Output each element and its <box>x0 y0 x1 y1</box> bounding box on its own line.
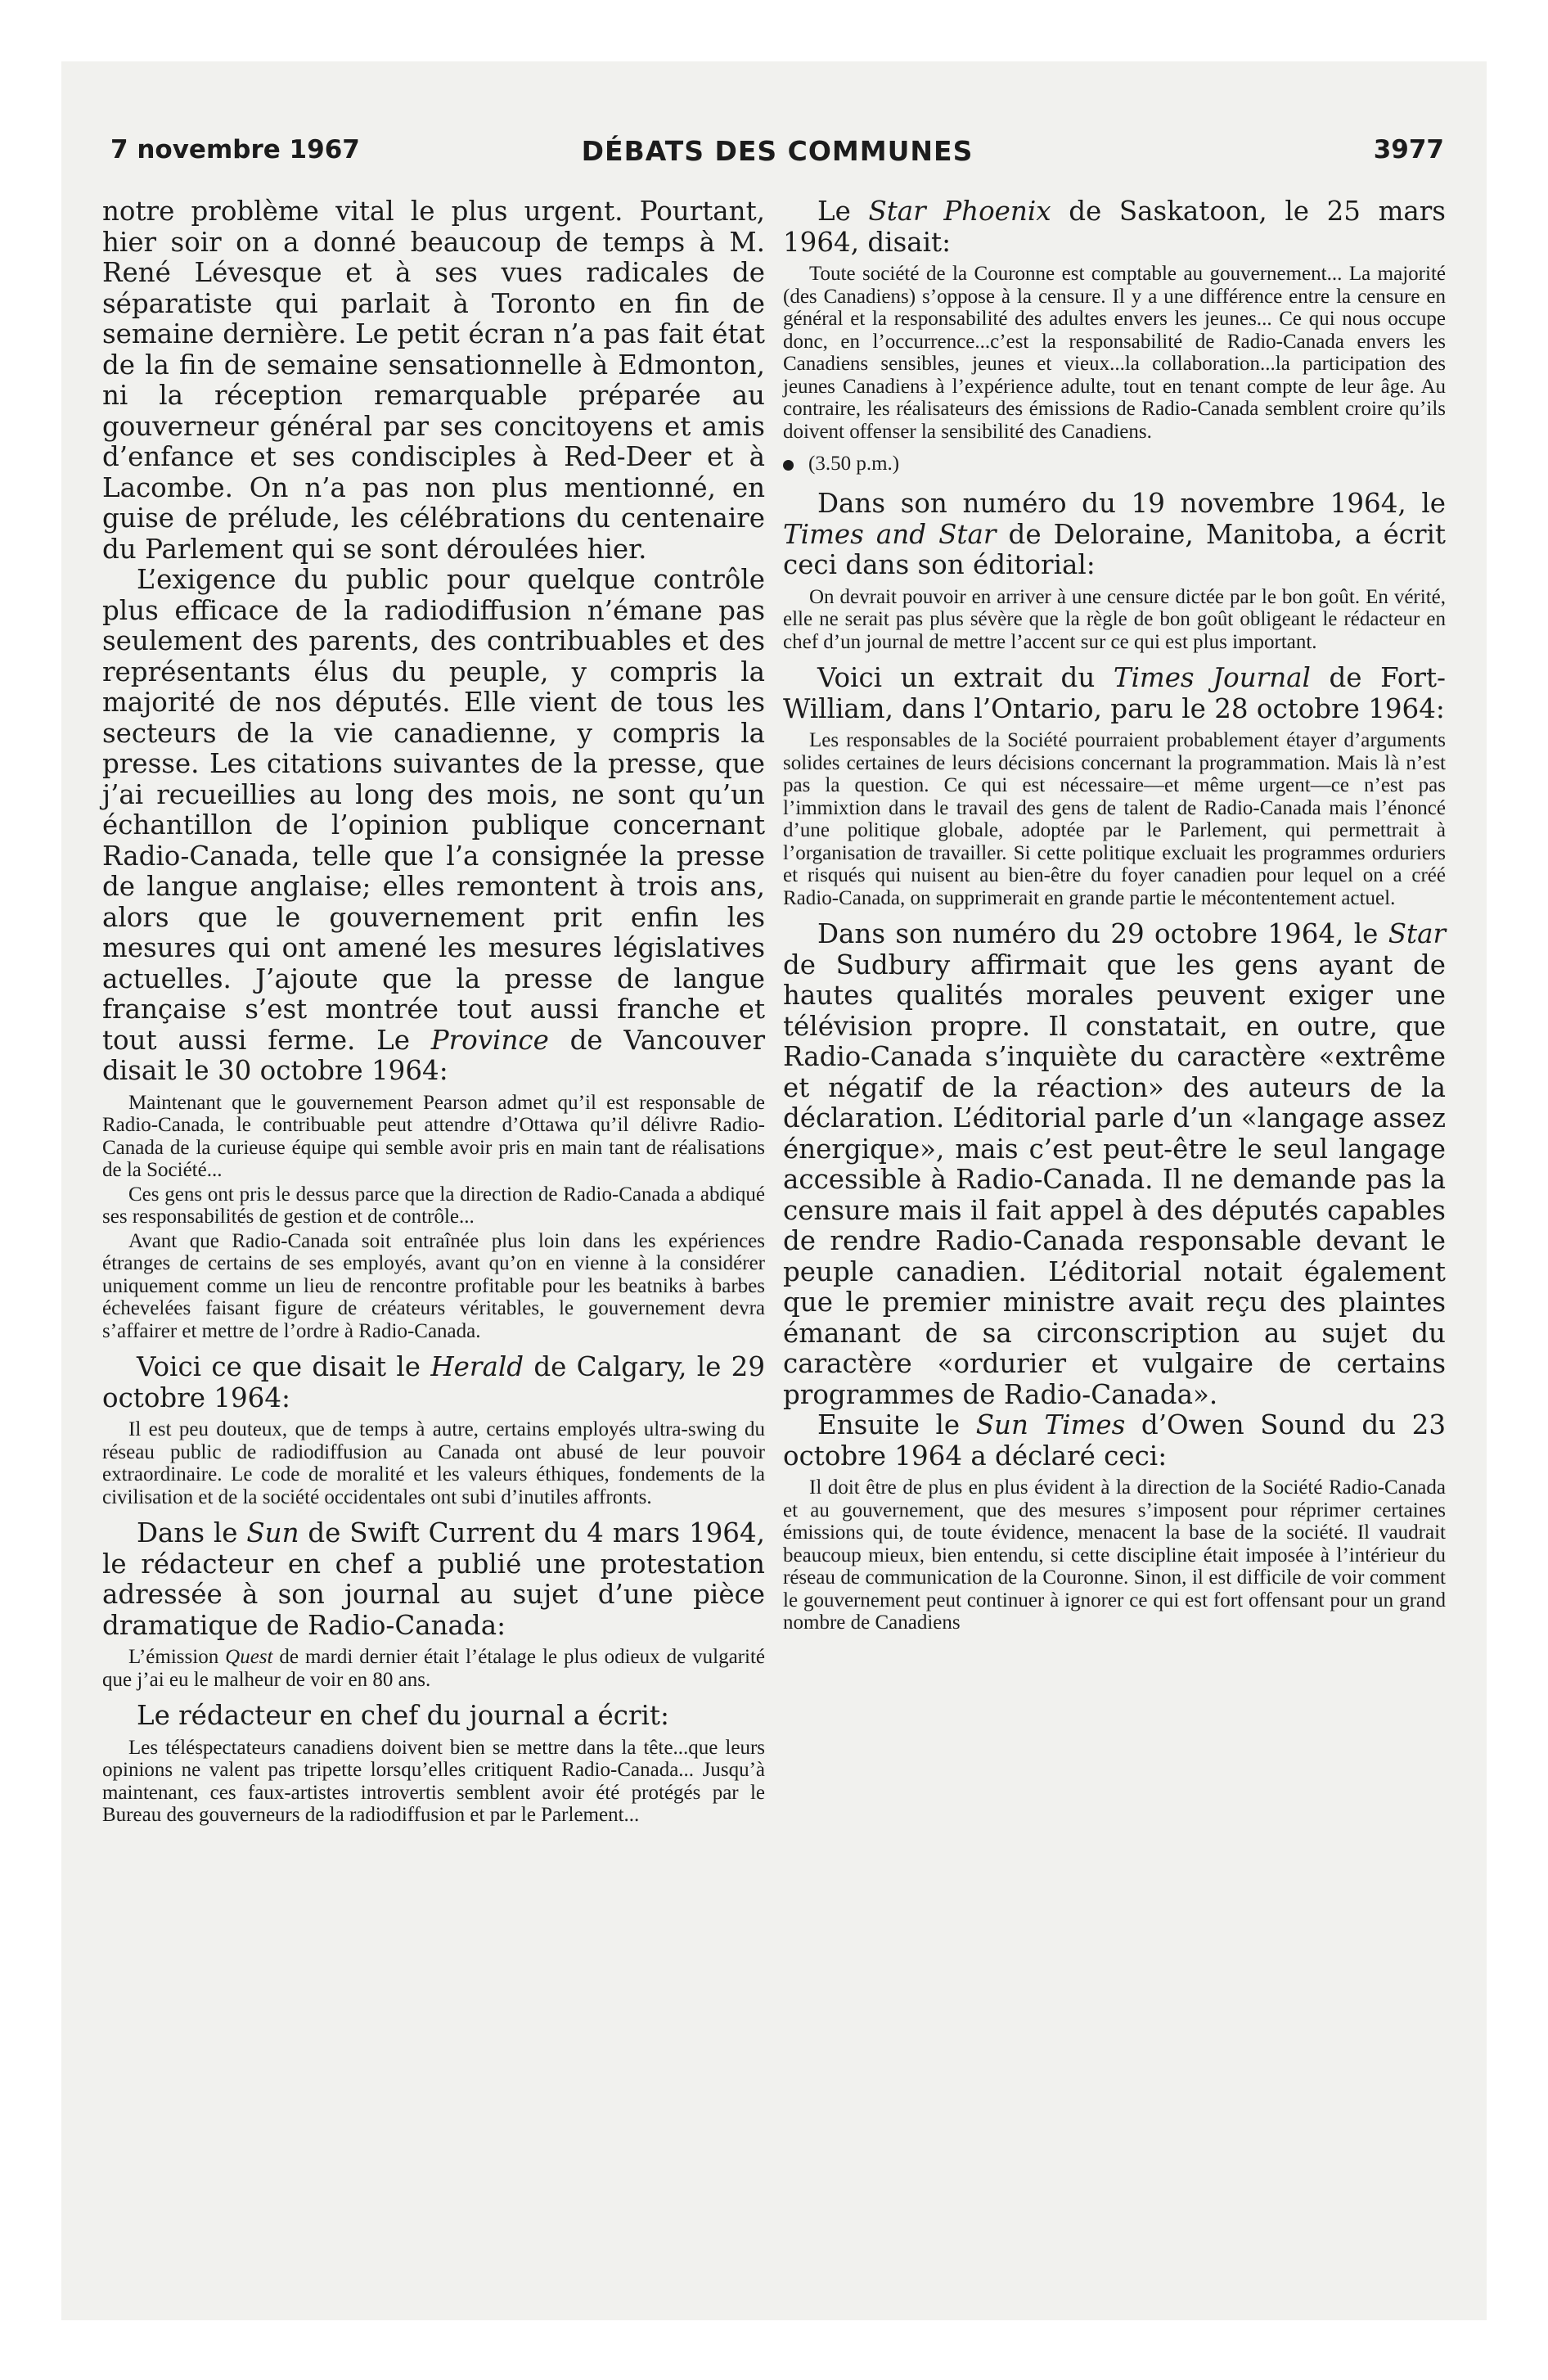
paragraph: Voici un extrait du Times Journal de Fort-William, dans l’Ontario, paru le 28 octobre 1964: <box>783 662 1446 724</box>
quotation: On devrait pouvoir en arriver à une censure dictée par le bon goût. En vérité, elle ne serait pas plus sévère que la règle de bon goût obligeant le rédacteur en chef d’un journal de mettre l’accent sur ce qui est plus important. <box>783 585 1446 653</box>
paragraph: L’exigence du public pour quelque contrôle plus efficace de la radiodiffusion n’émane pas seulement des parents, des contribuables et des représentants élus du peuple, y compris la majorité de nos députés. Elle vient de tous les secteurs de la vie canadienne, y compris la presse. Les citations suivantes de la presse, que j’ai recueillies au long des mois, ne sont qu’un échantillon de l’opinion publique concernant Radio-Canada, telle que l’a consignée la presse de langue anglaise; elles remontent à trois ans, alors que le gouvernement prit enfin les mesures qui ont amené les mesures législatives actuelles. J’ajoute que la presse de langue française s’est montrée tout aussi franche et tout aussi ferme. Le Province de Vancouver disait le 30 octobre 1964: <box>102 564 765 1086</box>
quotation: Il est peu douteux, que de temps à autre, certains employés ultra-swing du réseau public de radiodiffusion au Canada ont abusé de leur pouvoir extraordinaire. Le code de moralité et les valeurs éthiques, fondements de la civilisation et de la société occidentales ont subi d’inutiles affronts. <box>102 1418 765 1508</box>
quotation: Avant que Radio-Canada soit entraînée plus loin dans les expériences étranges de certains de ses employés, avant qu’on en vienne à la considérer uniquement comme un lieu de rencontre profitable pour les beatniks à barbes échevelées faisant figure de créateurs véritables, le gouvernement devra s’affairer et mettre de l’ordre à Radio-Canada. <box>102 1229 765 1342</box>
header-date: 7 novembre 1967 <box>110 135 360 165</box>
page-number: 3977 <box>1373 135 1444 165</box>
right-column <box>783 196 1446 1644</box>
header-title: DÉBATS DES COMMUNES <box>581 135 974 167</box>
quotation: Les téléspectateurs canadiens doivent bien se mettre dans la tête...que leurs opinions ne valent pas tripette lorsqu’elles critiquent Radio-Canada... Jusqu’à maintenant, ces faux-artistes introvertis semblent avoir été protégés par le Bureau des gouverneurs de la radiodiffusion et par le Parlement... <box>102 1736 765 1826</box>
newspaper-name: Herald <box>430 1351 524 1382</box>
paragraph: Dans le Sun de Swift Current du 4 mars 1964, le rédacteur en chef a publié une protestation adressée à son journal au sujet d’une pièce dramatique de Radio-Canada: <box>102 1517 765 1641</box>
newspaper-name: Star <box>1388 918 1446 949</box>
newspaper-name: Sun <box>246 1517 299 1548</box>
time-marker: (3.50 p.m.) <box>783 453 1446 476</box>
page-sheet <box>61 61 1487 2320</box>
page-header <box>110 135 1444 184</box>
newspaper-name: Times and Star <box>783 518 997 550</box>
bullet-icon <box>783 460 794 471</box>
newspaper-name: Times Journal <box>1113 662 1311 693</box>
program-name: Quest <box>225 1646 273 1668</box>
paragraph: Le Star Phoenix de Saskatoon, le 25 mars 1964, disait: <box>783 196 1446 258</box>
paragraph: Voici ce que disait le Herald de Calgary, le 29 octobre 1964: <box>102 1351 765 1413</box>
newspaper-name: Star Phoenix <box>868 196 1051 227</box>
quotation: Ces gens ont pris le dessus parce que la direction de Radio-Canada a abdiqué ses responsabilités de gestion et de contrôle... <box>102 1183 765 1228</box>
paragraph: Dans son numéro du 29 octobre 1964, le Star de Sudbury affirmait que les gens ayant de hautes qualités morales peuvent exiger une télévision propre. Il constatait, en outre, que Radio-Canada s’inquiète du caractère «extrême et négatif de la réaction» des auteurs de la déclaration. L’éditorial parle d’un «langage assez énergique», mais c’est peut-être le seul langage accessible à Radio-Canada. Il ne demande pas la censure mais il fait appel à des députés capables de rendre Radio-Canada responsable devant le peuple canadien. L’éditorial notait également que le premier ministre avait reçu des plaintes émanant de sa circonscription au sujet du caractère «ordurier et vulgaire de certains programmes de Radio-Canada». <box>783 918 1446 1410</box>
quotation: Maintenant que le gouvernement Pearson admet qu’il est responsable de Radio-Canada, le contribuable peut attendre d’Ottawa qu’il délivre Radio-Canada de la curieuse équipe qui semble avoir pris en main tant de réalisations de la Société... <box>102 1091 765 1181</box>
quotation: Il doit être de plus en plus évident à la direction de la Société Radio-Canada et au gouvernement, que des mesures s’imposent pour réprimer certaines émissions qui, de toute évidence, menacent la base de la société. Il vaudrait beaucoup mieux, bien entendu, si cette discipline était imposée à l’intérieur du réseau de communication de la Couronne. Sinon, il est difficile de voir comment le gouvernement peut continuer à ignorer ce qui est fort offensant pour un grand nombre de Canadiens <box>783 1476 1446 1634</box>
left-column <box>102 196 765 1837</box>
newspaper-name: Sun Times <box>975 1409 1126 1440</box>
newspaper-name: Province <box>430 1024 549 1056</box>
quotation: Les responsables de la Société pourraient probablement étayer d’arguments solides certaines de leurs décisions concernant la programmation. Mais là n’est pas la question. Ce qui est nécessaire—et même urgent—ce n’est pas l’immixtion dans le travail des gens de talent de Radio-Canada mais l’énoncé d’une politique globale, adoptée par le Parlement, qui permettrait à l’organisation de travailler. Si cette politique excluait les programmes orduriers et risqués qui nuisent au bien-être du foyer canadien pour lequel on a créé Radio-Canada, on supprimerait en grande partie le mécontentement actuel. <box>783 729 1446 909</box>
paragraph: Dans son numéro du 19 novembre 1964, le Times and Star de Deloraine, Manitoba, a écrit ceci dans son éditorial: <box>783 488 1446 580</box>
quotation: Toute société de la Couronne est comptable au gouvernement... La majorité (des Canadiens) s’oppose à la censure. Il y a une différence entre la censure en général et la responsabilité des adultes envers les jeunes... Ce qui nous occupe donc, en l’occurrence...c’est la responsabilité de Radio-Canada envers les Canadiens sensibles, jeunes et vieux...la collaboration...la participation des jeunes Canadiens à l’expérience adulte, tout en tenant compte de leur âge. Au contraire, les réalisateurs des émissions de Radio-Canada semblent croire qu’ils doivent offenser la sensibilité des Canadiens. <box>783 263 1446 443</box>
paragraph: Le rédacteur en chef du journal a écrit: <box>137 1700 669 1731</box>
quotation: L’émission Quest de mardi dernier était l’étalage le plus odieux de vulgarité que j’ai eu le malheur de voir en 80 ans. <box>102 1646 765 1691</box>
paragraph: notre problème vital le plus urgent. Pourtant, hier soir on a donné beaucoup de temps à M. René Lévesque et à ses vues radicales de séparatiste qui parlait à Toronto en fin de semaine dernière. Le petit écran n’a pas fait état de la fin de semaine sensationnelle à Edmonton, ni la réception remarquable préparée au gouverneur général par ses concitoyens et amis d’enfance et ses condisciples à Red-Deer et à Lacombe. On n’a pas non plus mentionné, en guise de prélude, les célébrations du centenaire du Parlement qui se sont déroulées hier. <box>102 196 765 565</box>
paragraph: Ensuite le Sun Times d’Owen Sound du 23 octobre 1964 a déclaré ceci: <box>783 1409 1446 1472</box>
